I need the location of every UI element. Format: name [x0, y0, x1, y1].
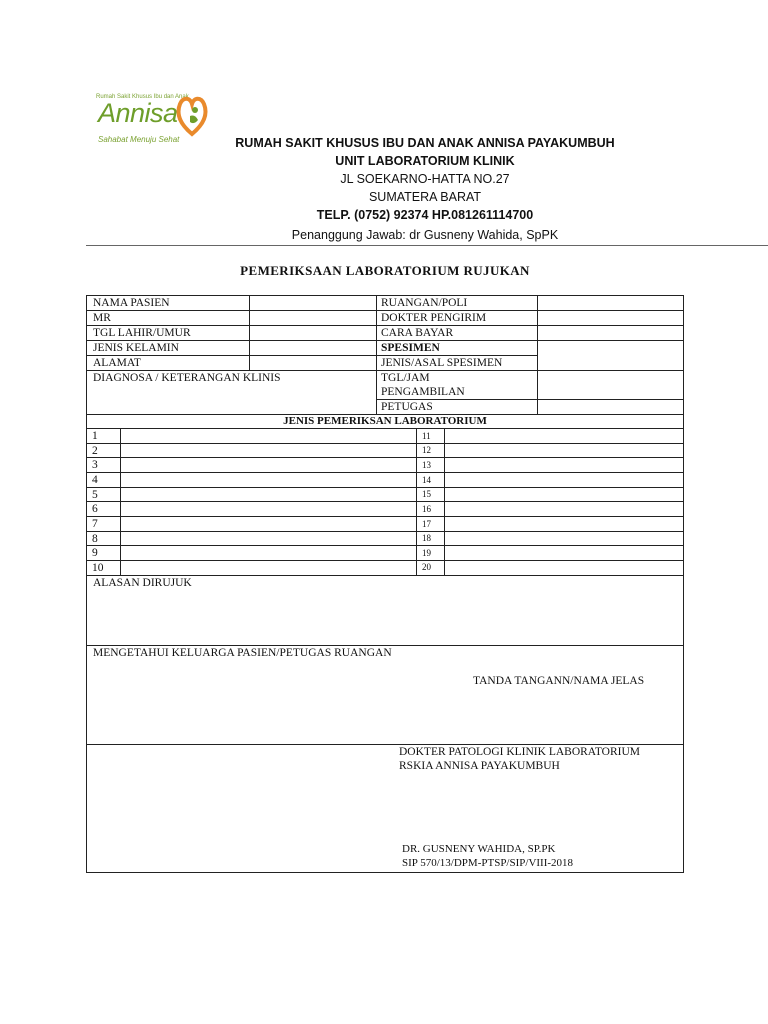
exam-number: 12: [422, 445, 431, 455]
label-alasan-dirujuk: ALASAN DIRUJUK: [93, 577, 192, 589]
exam-section-header: JENIS PEMERIKSAN LABORATORIUM: [283, 415, 487, 427]
exam-number: 5: [92, 489, 98, 501]
label-nama-pasien: NAMA PASIEN: [93, 297, 170, 309]
exam-number: 13: [422, 460, 431, 470]
exam-number: 15: [422, 489, 431, 499]
exam-number: 6: [92, 503, 98, 515]
exam-row-divider: [87, 457, 683, 458]
exam-col-divider: [444, 428, 445, 575]
exam-number: 18: [422, 533, 431, 543]
form-title: PEMERIKSAAN LABORATORIUM RUJUKAN: [240, 263, 530, 278]
exam-number: 10: [92, 562, 104, 574]
label-jenis-kelamin: JENIS KELAMIN: [93, 342, 179, 354]
exam-number: 17: [422, 519, 431, 529]
exam-number: 7: [92, 518, 98, 530]
label-mengetahui: MENGETAHUI KELUARGA PASIEN/PETUGAS RUANGAN: [93, 647, 392, 659]
label-tanda-tangan: TANDA TANGANN/NAMA JELAS: [473, 675, 645, 687]
exam-number: 1: [92, 430, 98, 442]
exam-row-divider: [87, 545, 683, 546]
label-spesimen: SPESIMEN: [381, 342, 440, 354]
address-province: SUMATERA BARAT: [368, 190, 482, 204]
label-pengambilan: PENGAMBILAN: [381, 386, 465, 398]
header-divider: [86, 245, 768, 246]
label-rskia: RSKIA ANNISA PAYAKUMBUH: [399, 760, 560, 772]
exam-number: 19: [422, 548, 431, 558]
label-cara-bayar: CARA BAYAR: [381, 327, 454, 339]
label-tgl-lahir: TGL LAHIR/UMUR: [93, 327, 191, 339]
exam-row-divider: [87, 487, 683, 488]
exam-number: 16: [422, 504, 431, 514]
exam-col-divider: [120, 428, 121, 575]
hospital-name: RUMAH SAKIT KHUSUS IBU DAN ANAK ANNISA PAYAKUMBUH: [235, 136, 615, 150]
logo-tagline: Sahabat Menuju Sehat: [98, 135, 180, 144]
label-ruangan: RUANGAN/POLI: [381, 297, 468, 309]
exam-number: 8: [92, 533, 98, 545]
phone-numbers: TELP. (0752) 92374 HP.081261114700: [316, 208, 534, 222]
address-street: JL SOEKARNO-HATTA NO.27: [340, 172, 510, 186]
unit-name: UNIT LABORATORIUM KLINIK: [335, 154, 515, 168]
exam-row-divider: [87, 531, 683, 532]
logo-small-text: Rumah Sakit Khusus Ibu dan Anak: [96, 94, 189, 100]
exam-row-divider: [87, 472, 683, 473]
person-in-charge: Penanggung Jawab: dr Gusneny Wahida, SpPK: [291, 228, 559, 242]
label-diagnosa: DIAGNOSA / KETERANGAN KLINIS: [93, 372, 281, 384]
exam-number: 9: [92, 547, 98, 559]
exam-number: 4: [92, 474, 98, 486]
exam-number: 3: [92, 459, 98, 471]
row-divider: [87, 428, 683, 429]
exam-number: 20: [422, 562, 431, 572]
exam-row-divider: [87, 516, 683, 517]
exam-row-divider: [87, 443, 683, 444]
label-alamat: ALAMAT: [93, 357, 141, 369]
exam-number: 11: [422, 431, 431, 441]
exam-number: 14: [422, 475, 431, 485]
label-dokter-pengirim: DOKTER PENGIRIM: [381, 312, 487, 324]
heart-mother-child-icon: [176, 92, 208, 138]
exam-number: 2: [92, 445, 98, 457]
label-tgl-jam: TGL/JAM: [381, 372, 430, 384]
exam-col-divider: [416, 428, 417, 575]
label-jenis-asal-spesimen: JENIS/ASAL SPESIMEN: [381, 357, 503, 369]
logo-brand: Annisa: [98, 98, 178, 128]
label-petugas: PETUGAS: [381, 401, 433, 413]
col-divider: [537, 296, 538, 414]
doctor-name: DR. GUSNENY WAHIDA, SP.PK: [402, 843, 556, 855]
referral-form: [86, 295, 684, 873]
exam-row-divider: [87, 560, 683, 561]
col-divider: [376, 296, 377, 414]
exam-row-divider: [87, 501, 683, 502]
label-mr: MR: [93, 312, 111, 324]
label-dokter-patologi: DOKTER PATOLOGI KLINIK LABORATORIUM: [399, 746, 640, 758]
doctor-sip-number: SIP 570/13/DPM-PTSP/SIP/VIII-2018: [402, 857, 574, 869]
col-divider: [249, 296, 250, 370]
